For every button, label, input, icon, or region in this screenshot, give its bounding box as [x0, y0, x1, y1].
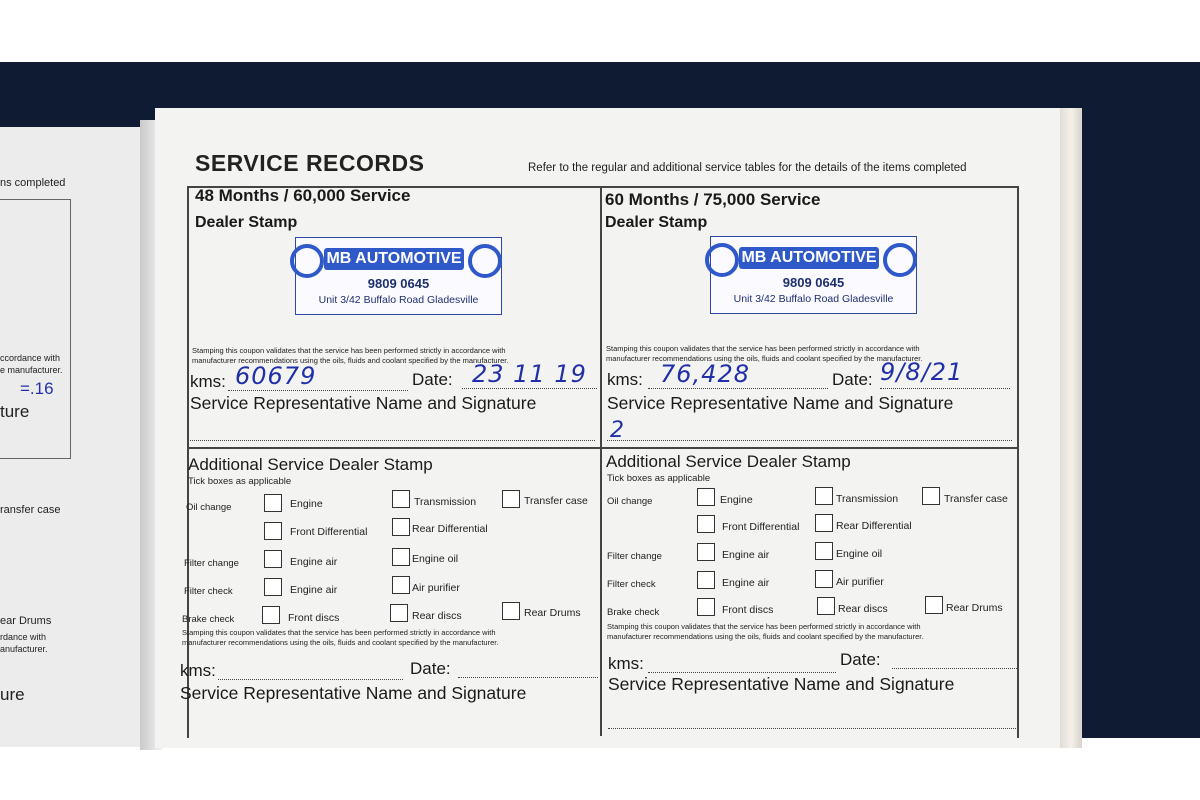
- checkbox-label: Transfer case: [944, 493, 1008, 505]
- rep-label: Service Representative Name and Signature: [190, 393, 537, 413]
- left-fragment: ransfer case: [0, 504, 61, 516]
- grid-divider: [600, 186, 602, 736]
- checkbox-label: Engine: [290, 498, 323, 510]
- checkbox-label: Air purifier: [412, 582, 460, 594]
- service-title: 60 Months / 75,000 Service: [605, 190, 821, 209]
- kms-value: 60679: [235, 362, 317, 390]
- checkbox-label: Rear Drums: [524, 607, 581, 619]
- page-edge: [1060, 108, 1082, 748]
- signature-line: [608, 728, 1018, 729]
- date-label: Date:: [840, 650, 881, 669]
- rep-label: Service Representative Name and Signature: [607, 393, 954, 413]
- additional-title: Additional Service Dealer Stamp: [188, 455, 433, 474]
- checkbox-label: Engine air: [290, 584, 338, 596]
- dealer-stamp-label: Dealer Stamp: [605, 214, 708, 231]
- rep-label: Service Representative Name and Signature: [180, 683, 527, 703]
- wrench-icon: [883, 243, 917, 277]
- date-label: Date:: [410, 659, 451, 678]
- checkbox-air-purifier[interactable]: [815, 570, 833, 588]
- validation-text: Stamping this coupon validates that the service has been performed strictly in accordance with: [607, 622, 921, 631]
- row-oil-change: Oil change: [607, 496, 653, 507]
- row-brake-check: Brake check: [182, 614, 235, 625]
- page-title: SERVICE RECORDS: [195, 150, 425, 176]
- date-line: [458, 677, 598, 678]
- left-fragment: ear Drums: [0, 615, 52, 627]
- left-fragment: ture: [0, 402, 30, 421]
- row-filter-change: Filter change: [607, 551, 662, 562]
- kms-line: [648, 388, 828, 389]
- stamp-address: Unit 3/42 Buffalo Road Gladesville: [733, 293, 894, 305]
- stamp-phone: 9809 0645: [782, 275, 845, 290]
- row-filter-check: Filter check: [607, 579, 656, 590]
- checkbox-front-discs[interactable]: [697, 598, 715, 616]
- checkbox-label: Engine oil: [412, 553, 459, 565]
- date-label: Date:: [832, 370, 873, 389]
- checkbox-label: Engine: [720, 494, 753, 506]
- checkbox-label: Rear Drums: [946, 602, 1003, 614]
- kms-value: 76,428: [660, 360, 750, 388]
- dealer-stamp: [295, 237, 502, 315]
- checkbox-front-differential[interactable]: [264, 522, 282, 540]
- checkbox-label: Engine air: [722, 549, 770, 561]
- validation-text: Stamping this coupon validates that the service has been performed strictly in accordance with: [182, 628, 496, 637]
- tick-note: Tick boxes as applicable: [607, 473, 711, 484]
- date-line: [892, 668, 1017, 669]
- dealer-stamp: [710, 236, 917, 314]
- wrench-icon: [468, 244, 502, 278]
- refer-note: Refer to the regular and additional service tables for the details of the items completed: [528, 162, 967, 174]
- checkbox-engine-air[interactable]: [697, 571, 715, 589]
- stamp-address: Unit 3/42 Buffalo Road Gladesville: [318, 294, 479, 306]
- kms-label: kms:: [180, 661, 216, 680]
- left-fragment: ure: [0, 685, 25, 704]
- left-fragment: anufacturer.: [0, 644, 48, 654]
- checkbox-label: Front Differential: [290, 526, 368, 538]
- tick-note: Tick boxes as applicable: [188, 476, 292, 487]
- checkbox-label: Engine oil: [836, 548, 883, 560]
- rep-label: Service Representative Name and Signature: [608, 674, 955, 694]
- validation-text: manufacturer recommendations using the oils, fluids and coolant specified by the manufacturer.: [607, 632, 924, 641]
- checkbox-rear-differential[interactable]: [815, 514, 833, 532]
- left-fragment: e manufacturer.: [0, 365, 63, 375]
- checkbox-transfer-case[interactable]: [922, 487, 940, 505]
- checkbox-front-differential[interactable]: [697, 515, 715, 533]
- signature: 2: [610, 418, 625, 443]
- signature-line: [607, 440, 1012, 441]
- checkbox-engine-oil[interactable]: [815, 542, 833, 560]
- date-label: Date:: [412, 370, 453, 389]
- left-fragment: ccordance with: [0, 353, 61, 363]
- checkbox-engine-air[interactable]: [697, 543, 715, 561]
- checkbox-air-purifier[interactable]: [392, 576, 410, 594]
- validation-text: Stamping this coupon validates that the service has been performed strictly in accordance with: [192, 346, 506, 355]
- dealer-stamp-label: Dealer Stamp: [195, 214, 298, 231]
- checkbox-label: Rear Differential: [836, 520, 912, 532]
- row-filter-change: Filter change: [184, 558, 239, 569]
- checkbox-rear-differential[interactable]: [392, 518, 410, 536]
- checkbox-engine[interactable]: [264, 494, 282, 512]
- checkbox-engine-oil[interactable]: [392, 548, 410, 566]
- wrench-icon: [290, 244, 324, 278]
- row-filter-check: Filter check: [184, 586, 233, 597]
- stamp-business-name: MB AUTOMOTIVE: [324, 248, 464, 270]
- checkbox-rear-discs[interactable]: [817, 597, 835, 615]
- kms-line: [228, 390, 408, 391]
- checkbox-label: Transmission: [414, 496, 477, 508]
- kms-line: [648, 672, 836, 673]
- stamp-phone: 9809 0645: [367, 276, 430, 291]
- checkbox-label: Air purifier: [836, 576, 884, 588]
- checkbox-label: Engine air: [722, 577, 770, 589]
- checkbox-rear-discs[interactable]: [390, 604, 408, 622]
- checkbox-engine-air[interactable]: [264, 550, 282, 568]
- checkbox-label: Rear discs: [412, 610, 462, 622]
- validation-text: Stamping this coupon validates that the service has been performed strictly in accordance with: [606, 344, 920, 353]
- additional-title: Additional Service Dealer Stamp: [606, 452, 851, 471]
- checkbox-transfer-case[interactable]: [502, 490, 520, 508]
- stamp-business-name: MB AUTOMOTIVE: [739, 247, 879, 269]
- grid-row-divider: [187, 447, 1017, 449]
- left-fragment: =.16: [20, 379, 54, 398]
- date-line: [880, 388, 1010, 389]
- date-line: [462, 388, 597, 389]
- checkbox-label: Engine air: [290, 556, 338, 568]
- checkbox-rear-drums[interactable]: [925, 596, 943, 614]
- row-oil-change: Oil change: [186, 502, 232, 513]
- validation-text: manufacturer recommendations using the oils, fluids and coolant specified by the manufacturer.: [182, 638, 499, 647]
- date-value: 23 11 19: [472, 360, 587, 388]
- validation-text: manufacturer recommendations using the oils, fluids and coolant specified by the manufacturer.: [192, 356, 509, 365]
- checkbox-label: Front discs: [288, 612, 340, 624]
- row-brake-check: Brake check: [607, 607, 660, 618]
- checkbox-rear-drums[interactable]: [502, 602, 520, 620]
- left-fragment: ns completed: [0, 177, 66, 189]
- left-page: [0, 127, 150, 747]
- validation-text: manufacturer recommendations using the oils, fluids and coolant specified by the manufacturer.: [606, 354, 923, 363]
- checkbox-label: Rear Differential: [412, 523, 488, 535]
- kms-line: [218, 679, 403, 680]
- service-title: 48 Months / 60,000 Service: [195, 186, 411, 205]
- kms-label: kms:: [607, 370, 643, 389]
- checkbox-label: Transmission: [836, 493, 899, 505]
- kms-label: kms:: [190, 372, 226, 391]
- checkbox-transmission[interactable]: [815, 487, 833, 505]
- checkbox-engine[interactable]: [697, 488, 715, 506]
- checkbox-engine-air[interactable]: [264, 578, 282, 596]
- checkbox-label: Transfer case: [524, 495, 588, 507]
- date-value: 9/8/21: [880, 358, 964, 386]
- checkbox-label: Rear discs: [838, 603, 888, 615]
- kms-label: kms:: [608, 654, 644, 673]
- checkbox-front-discs[interactable]: [262, 606, 280, 624]
- signature-line: [190, 440, 595, 441]
- left-fragment: rdance with: [0, 632, 47, 642]
- wrench-icon: [705, 243, 739, 277]
- checkbox-label: Front Differential: [722, 521, 800, 533]
- checkbox-label: Front discs: [722, 604, 774, 616]
- checkbox-transmission[interactable]: [392, 490, 410, 508]
